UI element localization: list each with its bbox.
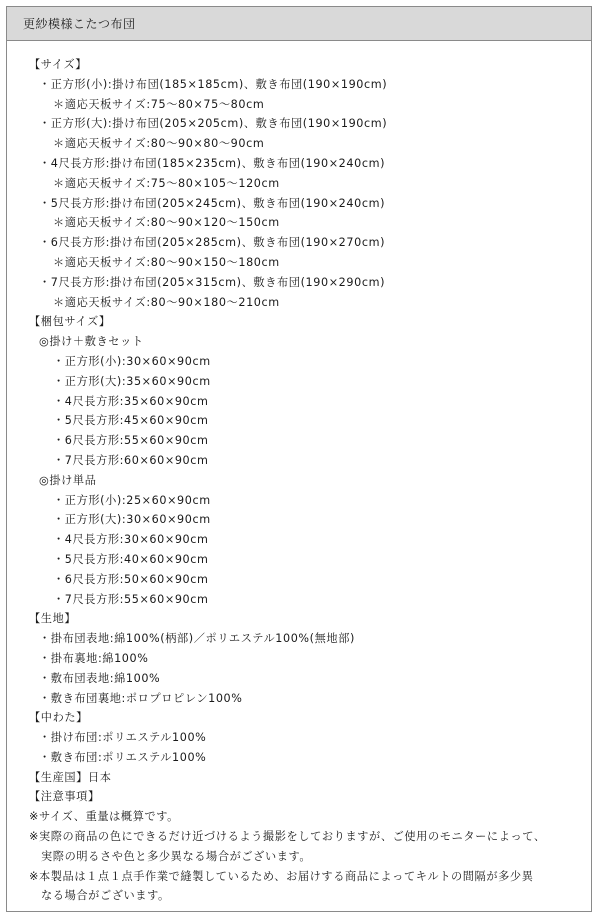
section-heading: 【生地】 bbox=[29, 612, 77, 626]
section-heading: 【梱包サイズ】 bbox=[29, 315, 111, 329]
spec-line: ・正方形(大):35×60×90cm bbox=[53, 374, 211, 388]
spec-line: ・敷き布団裏地:ポロプロピレン100% bbox=[39, 691, 243, 705]
spec-line: ・7尺長方形:掛け布団(205×315cm)、敷き布団(190×290cm) bbox=[39, 275, 386, 289]
spec-panel bbox=[6, 6, 592, 912]
note-line: ※本製品は１点１点手作業で縫製しているため、お届けする商品によってキルトの間隔が多少異 bbox=[29, 869, 534, 883]
spec-line: ・敷布団表地:綿100% bbox=[39, 671, 161, 685]
spec-line: ・6尺長方形:掛け布団(205×285cm)、敷き布団(190×270cm) bbox=[39, 236, 386, 250]
spec-line: ・5尺長方形:45×60×90cm bbox=[53, 414, 209, 428]
note-line: 実際の明るさや色と多少異なる場合がございます。 bbox=[41, 849, 312, 863]
spec-line: ・6尺長方形:55×60×90cm bbox=[53, 434, 209, 448]
panel-title: 更紗模様こたつ布団 bbox=[23, 17, 136, 31]
spec-line: ・掛け布団:ポリエステル100% bbox=[39, 731, 207, 745]
section-heading: 【生産国】日本 bbox=[29, 770, 112, 784]
spec-content bbox=[7, 41, 591, 906]
section-heading: 【中わた】 bbox=[29, 711, 88, 725]
spec-line: ・4尺長方形:掛け布団(185×235cm)、敷き布団(190×240cm) bbox=[39, 156, 386, 170]
tabletop-size-line: ＊適応天板サイズ:80～90×180～210cm bbox=[53, 295, 280, 309]
spec-line: ・5尺長方形:40×60×90cm bbox=[53, 552, 209, 566]
panel-header bbox=[7, 7, 591, 41]
spec-line: ・正方形(小):25×60×90cm bbox=[53, 493, 211, 507]
tabletop-size-line: ＊適応天板サイズ:80～90×80～90cm bbox=[53, 137, 265, 151]
tabletop-size-line: ＊適応天板サイズ:80～90×120～150cm bbox=[53, 216, 280, 230]
spec-line: ・敷き布団:ポリエステル100% bbox=[39, 750, 207, 764]
tabletop-size-line: ＊適応天板サイズ:80～90×150～180cm bbox=[53, 255, 280, 269]
spec-line: ・正方形(大):掛け布団(205×205cm)、敷き布団(190×190cm) bbox=[39, 117, 388, 131]
tabletop-size-line: ＊適応天板サイズ:75～80×105～120cm bbox=[53, 176, 280, 190]
section-heading: 【サイズ】 bbox=[29, 58, 88, 71]
spec-line: ・4尺長方形:30×60×90cm bbox=[53, 533, 209, 547]
note-line: ※実際の商品の色にできるだけ近づけるよう撮影をしておりますが、ご使用のモニターによって、 bbox=[29, 830, 546, 844]
spec-line: ・6尺長方形:50×60×90cm bbox=[53, 572, 209, 586]
spec-line: ・正方形(小):30×60×90cm bbox=[53, 354, 211, 368]
spec-line: ・正方形(大):30×60×90cm bbox=[53, 513, 211, 527]
note-line: ※サイズ、重量は概算です。 bbox=[29, 810, 179, 824]
spec-line: ・掛布裏地:綿100% bbox=[39, 651, 149, 665]
subsection-heading: ◎掛け＋敷きセット bbox=[39, 335, 144, 349]
tabletop-size-line: ＊適応天板サイズ:75～80×75～80cm bbox=[53, 97, 265, 111]
spec-line: ・5尺長方形:掛け布団(205×245cm)、敷き布団(190×240cm) bbox=[39, 196, 386, 210]
note-line: なる場合がございます。 bbox=[41, 889, 170, 903]
section-heading: 【注意事項】 bbox=[29, 790, 100, 804]
spec-line: ・7尺長方形:60×60×90cm bbox=[53, 453, 209, 467]
spec-line: ・掛布団表地:綿100%(柄部)／ポリエステル100%(無地部) bbox=[39, 632, 355, 646]
spec-line: ・7尺長方形:55×60×90cm bbox=[53, 592, 209, 606]
subsection-heading: ◎掛け単品 bbox=[39, 473, 97, 487]
spec-line: ・正方形(小):掛け布団(185×185cm)、敷き布団(190×190cm) bbox=[39, 77, 388, 91]
spec-line: ・4尺長方形:35×60×90cm bbox=[53, 394, 209, 408]
